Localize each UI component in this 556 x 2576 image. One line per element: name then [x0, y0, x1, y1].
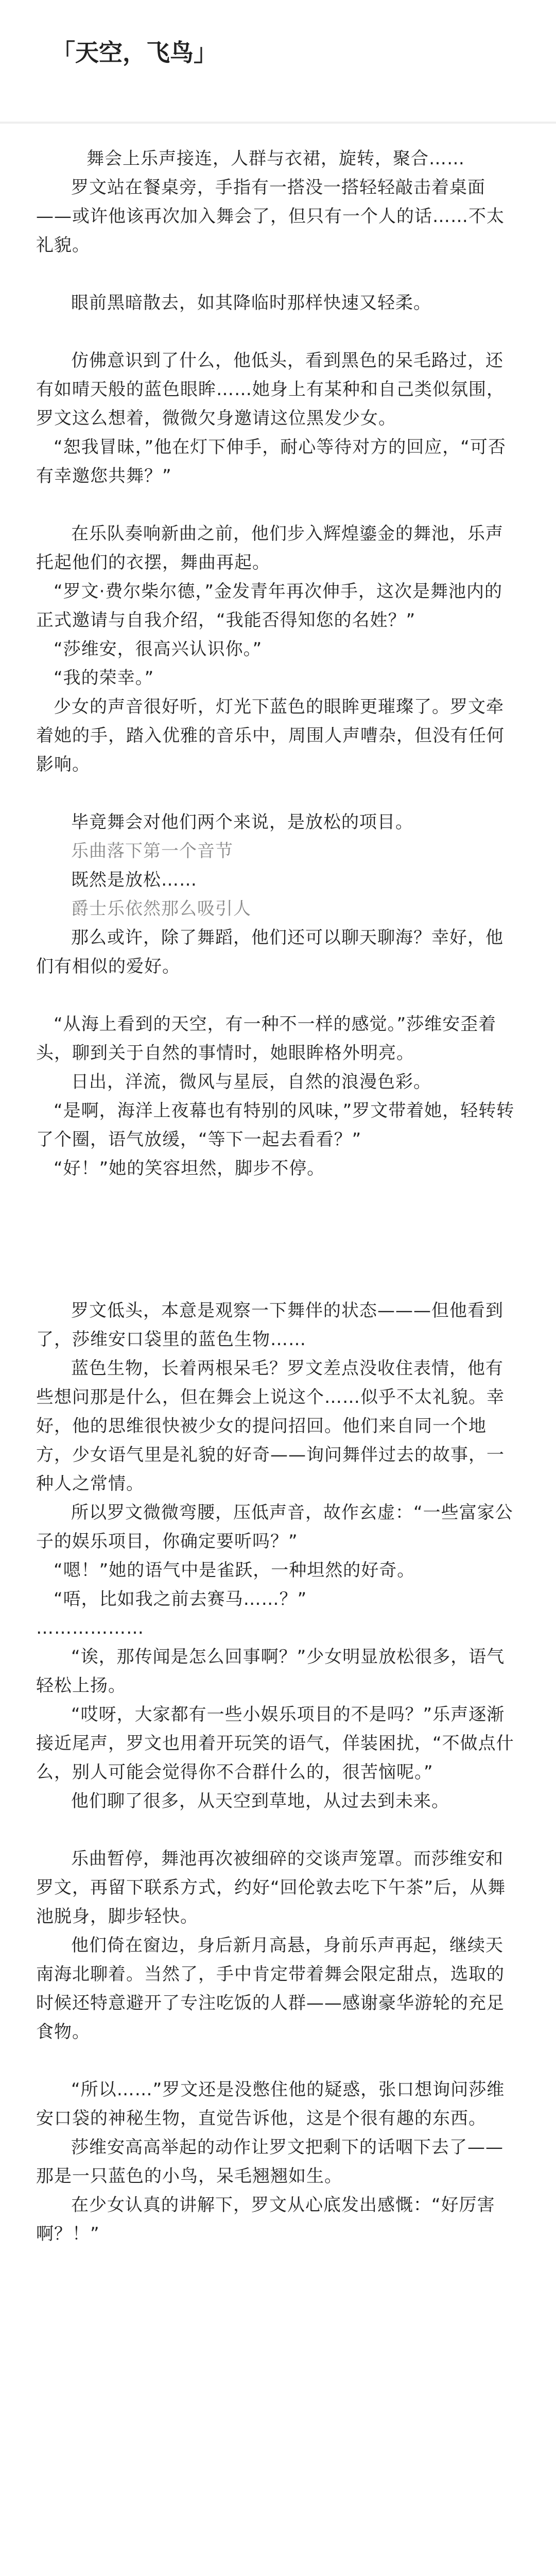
paragraph: 乐曲暂停，舞池再次被细碎的交谈声笼罩。而莎维安和罗文，再留下联系方式，约好“回伦敦去吃下午茶”后，从舞池脱身，脚步轻快。: [36, 1849, 506, 1927]
paragraph: “好！”她的笑容坦然，脚步不停。: [54, 1158, 325, 1179]
paragraph: “嗯！”她的语气中是雀跃，一种坦然的好奇。: [54, 1560, 415, 1581]
paragraph: 莎维安高高举起的动作让罗文把剩下的话咽下去了——那是一只蓝色的小鸟，呆毛翘翘如生。: [36, 2137, 503, 2187]
paragraph: 爵士乐依然那么吸引人: [71, 899, 251, 919]
article-body: [0, 124, 556, 2248]
paragraph: 蓝色生物，长着两根呆毛？罗文差点没收住表情，他有些想问那是什么，但在舞会上说这个……似乎不太礼貌。幸好，他的思维很快被少女的提问招回。他们来自同一个地方，少女语气里是礼貌的好奇——询问舞伴过去的故事，一种人之常情。: [36, 1358, 505, 1494]
paragraph: 舞会上乐声接连，人群与衣裙，旋转，聚合……: [86, 148, 465, 169]
paragraph: ………………: [36, 1618, 144, 1638]
paragraph: “莎维安，很高兴认识你。”: [54, 639, 263, 659]
paragraph: 在乐队奏响新曲之前，他们步入辉煌鎏金的舞池，乐声托起他们的衣摆，舞曲再起。: [36, 523, 503, 573]
paragraph: 他们倚在窗边，身后新月高悬，身前乐声再起，继续天南海北聊着。当然了，手中肯定带着舞会限定甜点，选取的时候还特意避开了专注吃饭的人群——感谢豪华游轮的充足食物。: [36, 1935, 505, 2042]
paragraph: 毕竟舞会对他们两个来说，是放松的项目。: [71, 812, 413, 833]
paragraph: 眼前黑暗散去，如其降临时那样快速又轻柔。: [71, 293, 431, 313]
paragraph: “罗文·费尔柴尔德，”金发青年再次伸手，这次是舞池内的正式邀请与自我介绍，“我能否得知您的名姓？”: [36, 581, 503, 631]
spacer: [36, 490, 520, 519]
paragraph: 所以罗文微微弯腰，压低声音，故作玄虚：“一些富家公子的娱乐项目，你确定要听吗？”: [36, 1502, 513, 1552]
paragraph: 罗文低头，本意是观察一下舞伴的状态———但他看到了，莎维安口袋里的蓝色生物……: [36, 1300, 503, 1350]
paragraph: 罗文站在餐桌旁，手指有一搭没一搭轻轻敲击着桌面——或许他该再次加入舞会了，但只有一个人的话……不太礼貌。: [36, 177, 505, 256]
paragraph: “所以……”罗文还是没憋住他的疑惑，张口想询问莎维安口袋的神秘生物，直觉告诉他，这是个很有趣的东西。: [36, 2079, 505, 2129]
page-title: 「天空，飞鸟」: [51, 39, 217, 66]
spacer: [36, 317, 520, 346]
spacer: [36, 260, 520, 289]
spacer: [36, 1183, 520, 1296]
paragraph: 日出，洋流，微风与星辰，自然的浪漫色彩。: [71, 1072, 431, 1092]
paragraph: 他们聊了很多，从天空到草地，从过去到未来。: [71, 1791, 449, 1811]
paragraph: 既然是放松……: [71, 870, 197, 890]
paragraph: 在少女认真的讲解下，罗文从心底发出感慨：“好厉害啊？！”: [36, 2195, 495, 2244]
paragraph: “我的荣幸。”: [54, 668, 154, 688]
paragraph: 少女的声音很好听，灯光下蓝色的眼眸更璀璨了。罗文牵着她的手，踏入优雅的音乐中，周围人声嘈杂，但没有任何影响。: [36, 697, 505, 775]
paragraph: “唔，比如我之前去赛马……？”: [54, 1589, 307, 1609]
paragraph: 仿佛意识到了什么，他低头，看到黑色的呆毛路过，还有如晴天般的蓝色眼眸……她身上有某种和自己类似氛围，罗文这么想着，微微欠身邀请这位黑发少女。: [36, 350, 505, 429]
spacer: [36, 2046, 520, 2075]
paragraph: “诶，那传闻是怎么回事啊？”少女明显放松很多，语气轻松上扬。: [36, 1647, 505, 1696]
spacer: [36, 779, 520, 808]
paragraph: “哎呀，大家都有一些小娱乐项目的不是吗？”乐声逐渐接近尾声，罗文也用着开玩笑的语气，佯装困扰，“不做点什么，别人可能会觉得你不合群什么的，很苦恼呢。”: [36, 1704, 514, 1783]
paragraph: “从海上看到的天空，有一种不一样的感觉。”莎维安歪着头，聊到关于自然的事情时，她眼眸格外明亮。: [36, 1014, 497, 1063]
spacer: [36, 981, 520, 1010]
paragraph: 那么或许，除了舞蹈，他们还可以聊天聊海？幸好，他们有相似的爱好。: [36, 927, 503, 977]
spacer: [36, 1816, 520, 1844]
paragraph: 乐曲落下第一个音节: [71, 841, 233, 861]
paragraph: “恕我冒昧，”他在灯下伸手，耐心等待对方的回应，“可否有幸邀您共舞？”: [36, 437, 506, 486]
paragraph: “是啊，海洋上夜幕也有特别的风味，”罗文带着她，轻转转了个圈，语气放缓，“等下一起去看看？”: [36, 1100, 515, 1150]
